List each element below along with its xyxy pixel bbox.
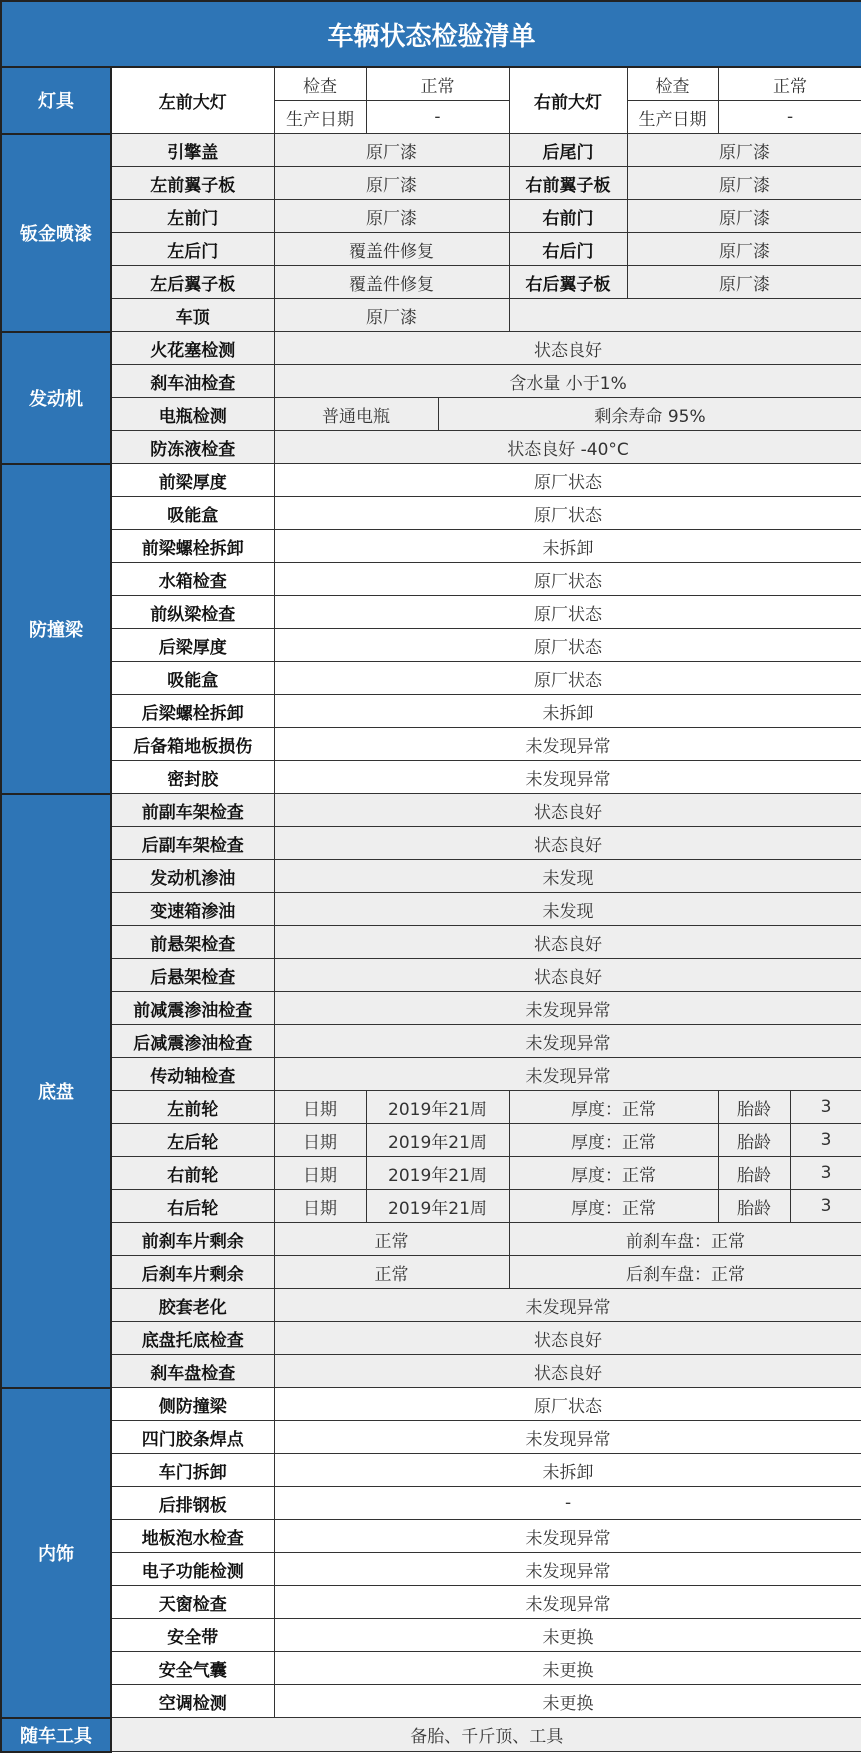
tire-age-value: 3 [790, 1091, 861, 1124]
table-row [1, 1256, 861, 1289]
battery-type: 普通电瓶 [274, 398, 438, 431]
item-label: 天窗检查 [111, 1586, 274, 1619]
item-label: 前副车架检查 [111, 794, 274, 827]
brake-pad-value: 正常 [274, 1223, 509, 1256]
left-check-value: 正常 [366, 67, 509, 101]
tire-date-value: 2019年21周 [366, 1091, 509, 1124]
category-cell: 防撞梁 [1, 464, 111, 794]
table-row [1, 893, 861, 926]
item-value: 原厂状态 [274, 662, 861, 695]
item-value-right: 原厂漆 [627, 200, 861, 233]
brake-disc-value: 前刹车盘：正常 [509, 1223, 861, 1256]
table-row [1, 233, 861, 266]
item-value: 覆盖件修复 [274, 233, 509, 266]
item-value: 状态良好 [274, 827, 861, 860]
item-value: 未发现异常 [274, 761, 861, 794]
item-label: 传动轴检查 [111, 1058, 274, 1091]
table-row [1, 728, 861, 761]
table-row [1, 464, 861, 497]
tire-label: 左后轮 [111, 1124, 274, 1157]
table-row [1, 299, 861, 332]
item-value: 未发现异常 [274, 1553, 861, 1586]
item-label: 车顶 [111, 299, 274, 332]
tire-age-value: 3 [790, 1190, 861, 1223]
category-cell: 随车工具 [1, 1718, 111, 1752]
table-row [1, 1388, 861, 1421]
left-date-value: - [366, 101, 509, 134]
item-label: 水箱检查 [111, 563, 274, 596]
item-value: 未更换 [274, 1652, 861, 1685]
table-row [1, 1124, 861, 1157]
table-row [1, 167, 861, 200]
item-label: 密封胶 [111, 761, 274, 794]
table-row [1, 1487, 861, 1520]
table-row [1, 761, 861, 794]
table-row [1, 1058, 861, 1091]
tire-age-value: 3 [790, 1124, 861, 1157]
table-row [1, 1223, 861, 1256]
tire-tread: 厚度：正常 [509, 1091, 718, 1124]
table-row [1, 563, 861, 596]
brake-disc-value: 后刹车盘：正常 [509, 1256, 861, 1289]
tire-tread: 厚度：正常 [509, 1190, 718, 1223]
table-row [1, 695, 861, 728]
tire-date-label: 日期 [274, 1157, 366, 1190]
item-label: 后排钢板 [111, 1487, 274, 1520]
item-value: 未拆卸 [274, 530, 861, 563]
tire-date-label: 日期 [274, 1091, 366, 1124]
table-row [1, 1289, 861, 1322]
item-label: 吸能盒 [111, 497, 274, 530]
item-value: 未发现异常 [274, 1058, 861, 1091]
table-row [1, 1520, 861, 1553]
item-label: 安全带 [111, 1619, 274, 1652]
table-row [1, 1553, 861, 1586]
item-value: 原厂状态 [274, 497, 861, 530]
right-headlight-label: 右前大灯 [509, 67, 627, 134]
item-label: 左前翼子板 [111, 167, 274, 200]
item-value: 未发现 [274, 860, 861, 893]
table-row [1, 497, 861, 530]
item-value: 状态良好 [274, 1322, 861, 1355]
tire-date-value: 2019年21周 [366, 1124, 509, 1157]
item-value: 原厂状态 [274, 629, 861, 662]
tire-tread: 厚度：正常 [509, 1124, 718, 1157]
item-label: 地板泡水检查 [111, 1520, 274, 1553]
item-label: 电子功能检测 [111, 1553, 274, 1586]
category-cell: 发动机 [1, 332, 111, 464]
item-label: 后梁厚度 [111, 629, 274, 662]
brake-pad-value: 正常 [274, 1256, 509, 1289]
item-value: 原厂状态 [274, 1388, 861, 1421]
right-check-label: 检查 [627, 67, 718, 101]
item-label-right: 后尾门 [509, 134, 627, 167]
tire-label: 右后轮 [111, 1190, 274, 1223]
table-row [1, 1586, 861, 1619]
item-label: 防冻液检查 [111, 431, 274, 464]
empty-cell [509, 299, 861, 332]
table-row [1, 992, 861, 1025]
item-label: 四门胶条焊点 [111, 1421, 274, 1454]
item-value: 未发现 [274, 893, 861, 926]
item-value-right: 原厂漆 [627, 233, 861, 266]
tire-label: 左前轮 [111, 1091, 274, 1124]
table-row [1, 431, 861, 464]
table-row [1, 1454, 861, 1487]
item-value: 状态良好 -40°C [274, 431, 861, 464]
right-date-label: 生产日期 [627, 101, 718, 134]
category-lights: 灯具 [1, 67, 111, 134]
tire-age-label: 胎龄 [718, 1190, 790, 1223]
item-label: 后悬架检查 [111, 959, 274, 992]
item-label: 后备箱地板损伤 [111, 728, 274, 761]
table-row [1, 1652, 861, 1685]
item-label: 前梁厚度 [111, 464, 274, 497]
item-label: 前悬架检查 [111, 926, 274, 959]
table-row [1, 1421, 861, 1454]
table-row [1, 1685, 861, 1718]
item-value: 未更换 [274, 1685, 861, 1718]
table-row [1, 1718, 861, 1752]
item-value: 含水量 小于1% [274, 365, 861, 398]
item-value: 覆盖件修复 [274, 266, 509, 299]
table-row [1, 662, 861, 695]
item-value: 状态良好 [274, 332, 861, 365]
item-value: 状态良好 [274, 1355, 861, 1388]
item-value-right: 原厂漆 [627, 266, 861, 299]
item-label: 后副车架检查 [111, 827, 274, 860]
brake-pad-label: 后刹车片剩余 [111, 1256, 274, 1289]
item-label: 后减震渗油检查 [111, 1025, 274, 1058]
table-row [1, 332, 861, 365]
item-label: 前减震渗油检查 [111, 992, 274, 1025]
item-label: 前梁螺栓拆卸 [111, 530, 274, 563]
item-value: 状态良好 [274, 959, 861, 992]
tire-date-label: 日期 [274, 1124, 366, 1157]
item-label-right: 右后翼子板 [509, 266, 627, 299]
table-row [1, 860, 861, 893]
table-row [1, 629, 861, 662]
table-row [1, 1025, 861, 1058]
item-label: 安全气囊 [111, 1652, 274, 1685]
category-cell: 内饰 [1, 1388, 111, 1718]
item-value: 未拆卸 [274, 1454, 861, 1487]
tire-tread: 厚度：正常 [509, 1157, 718, 1190]
item-value: 原厂漆 [274, 134, 509, 167]
page-title: 车辆状态检验清单 [1, 1, 861, 67]
table-row [1, 1190, 861, 1223]
item-value: 未拆卸 [274, 695, 861, 728]
item-label: 后梁螺栓拆卸 [111, 695, 274, 728]
item-label: 左后门 [111, 233, 274, 266]
item-label: 车门拆卸 [111, 1454, 274, 1487]
item-value: 未发现异常 [274, 1586, 861, 1619]
item-label: 左后翼子板 [111, 266, 274, 299]
table-row [1, 365, 861, 398]
item-label: 刹车盘检查 [111, 1355, 274, 1388]
tire-date-value: 2019年21周 [366, 1190, 509, 1223]
table-row [1, 266, 861, 299]
table-row [1, 1322, 861, 1355]
right-check-value: 正常 [718, 67, 861, 101]
table-row [1, 398, 861, 431]
item-value: 原厂状态 [274, 464, 861, 497]
left-check-label: 检查 [274, 67, 366, 101]
item-label: 变速箱渗油 [111, 893, 274, 926]
item-value: - [274, 1487, 861, 1520]
category-cell: 钣金喷漆 [1, 134, 111, 332]
tire-date-value: 2019年21周 [366, 1157, 509, 1190]
category-cell: 底盘 [1, 794, 111, 1388]
item-label: 左前门 [111, 200, 274, 233]
item-label: 吸能盒 [111, 662, 274, 695]
item-label: 胶套老化 [111, 1289, 274, 1322]
item-value-right: 原厂漆 [627, 134, 861, 167]
item-label: 刹车油检查 [111, 365, 274, 398]
table-row [1, 1091, 861, 1124]
table-row [1, 1157, 861, 1190]
table-row [1, 530, 861, 563]
item-label: 前纵梁检查 [111, 596, 274, 629]
item-label: 空调检测 [111, 1685, 274, 1718]
brake-pad-label: 前刹车片剩余 [111, 1223, 274, 1256]
item-label: 电瓶检测 [111, 398, 274, 431]
item-label: 引擎盖 [111, 134, 274, 167]
tire-age-value: 3 [790, 1157, 861, 1190]
tire-age-label: 胎龄 [718, 1091, 790, 1124]
left-date-label: 生产日期 [274, 101, 366, 134]
item-value: 原厂漆 [274, 167, 509, 200]
item-value: 原厂状态 [274, 563, 861, 596]
item-value: 未发现异常 [274, 728, 861, 761]
item-value: 未发现异常 [274, 1520, 861, 1553]
table-row [1, 1355, 861, 1388]
item-label: 侧防撞梁 [111, 1388, 274, 1421]
item-value: 原厂漆 [274, 200, 509, 233]
item-label: 火花塞检测 [111, 332, 274, 365]
item-label: 底盘托底检查 [111, 1322, 274, 1355]
table-row [1, 200, 861, 233]
item-label-right: 右后门 [509, 233, 627, 266]
table-row [1, 926, 861, 959]
table-row [1, 794, 861, 827]
item-label-right: 右前门 [509, 200, 627, 233]
left-headlight-label: 左前大灯 [111, 67, 274, 134]
item-value: 状态良好 [274, 794, 861, 827]
table-row [1, 959, 861, 992]
tire-age-label: 胎龄 [718, 1157, 790, 1190]
table-row [1, 134, 861, 167]
tools-value: 备胎、千斤顶、工具 [111, 1718, 861, 1752]
item-label-right: 右前翼子板 [509, 167, 627, 200]
item-value: 未发现异常 [274, 1421, 861, 1454]
item-value: 状态良好 [274, 926, 861, 959]
right-date-value: - [718, 101, 861, 134]
item-label: 发动机渗油 [111, 860, 274, 893]
item-value-right: 原厂漆 [627, 167, 861, 200]
tire-label: 右前轮 [111, 1157, 274, 1190]
item-value: 未发现异常 [274, 1289, 861, 1322]
item-value: 原厂状态 [274, 596, 861, 629]
item-value: 原厂漆 [274, 299, 509, 332]
tire-age-label: 胎龄 [718, 1124, 790, 1157]
table-row [1, 1619, 861, 1652]
item-value: 未更换 [274, 1619, 861, 1652]
item-value: 未发现异常 [274, 1025, 861, 1058]
item-value: 未发现异常 [274, 992, 861, 1025]
table-row [1, 596, 861, 629]
table-row [1, 827, 861, 860]
tire-date-label: 日期 [274, 1190, 366, 1223]
battery-life: 剩余寿命 95% [438, 398, 861, 431]
